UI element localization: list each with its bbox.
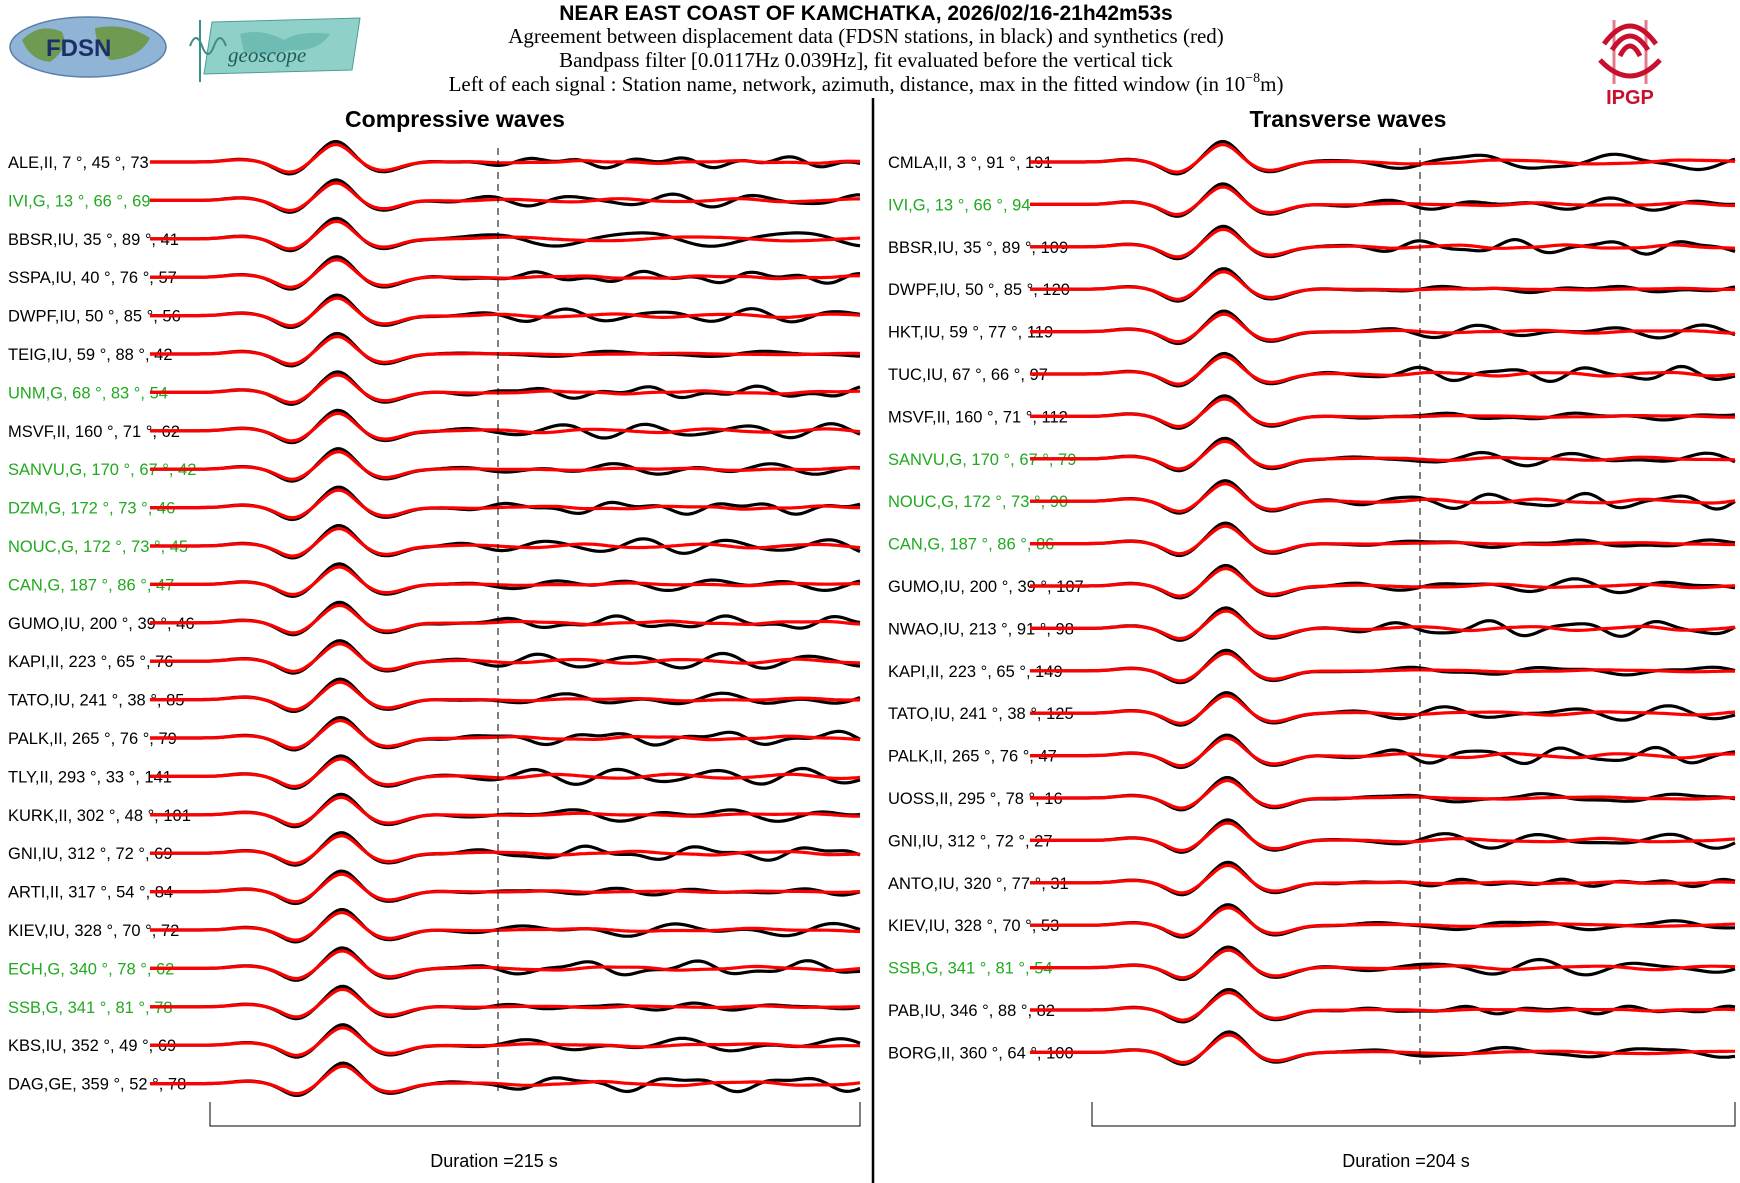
station-label: TEIG,IU, 59 °, 88 °, 42 <box>8 346 173 364</box>
station-label: HKT,IU, 59 °, 77 °, 119 <box>888 323 1054 342</box>
subtitle-line-3-exponent: −8 <box>1245 71 1261 86</box>
trace-palk-ii <box>888 735 1735 767</box>
station-label: DWPF,IU, 50 °, 85 °, 120 <box>888 281 1070 300</box>
station-label: BORG,II, 360 °, 64 °, 100 <box>888 1044 1074 1063</box>
station-label: SANVU,G, 170 °, 67 °, 79 <box>888 450 1077 469</box>
synthetic-waveform <box>150 836 860 864</box>
data-waveform <box>1030 1032 1735 1064</box>
synthetic-waveform <box>150 874 860 902</box>
trace-sanvu-g <box>888 438 1735 470</box>
data-waveform <box>1030 269 1735 301</box>
trace-gni-iu <box>8 833 860 865</box>
subtitle-line-3 <box>449 71 1284 96</box>
trace-can-g <box>8 564 860 596</box>
station-label: ARTI,II, 317 °, 54 °, 84 <box>8 883 174 902</box>
data-waveform <box>1030 396 1735 428</box>
data-waveform <box>1030 523 1735 555</box>
trace-kiev-iu <box>888 905 1735 937</box>
station-label: ALE,II, 7 °, 45 °, 73 <box>8 154 149 172</box>
data-waveform <box>1030 184 1735 216</box>
geoscope-logo <box>190 18 360 82</box>
duration-bracket <box>1092 1102 1735 1126</box>
data-waveform <box>1030 311 1735 343</box>
trace-ivi-g <box>888 184 1735 216</box>
compressive-panel <box>8 106 860 1171</box>
data-waveform <box>1030 862 1735 894</box>
station-label: CAN,G, 187 °, 86 °, 86 <box>888 535 1055 554</box>
trace-tato-iu <box>888 693 1735 725</box>
fdsn-logo <box>10 17 166 77</box>
station-label: GUMO,IU, 200 °, 39 °, 107 <box>888 578 1084 596</box>
trace-dwpf-iu <box>888 269 1735 301</box>
trace-ssb-g <box>8 986 860 1018</box>
synthetic-waveform <box>150 375 860 403</box>
station-label: SSB,G, 341 °, 81 °, 78 <box>8 998 173 1017</box>
station-label: DZM,G, 172 °, 73 °, 46 <box>8 499 176 518</box>
station-label: TUC,IU, 67 °, 66 °, 97 <box>888 366 1048 384</box>
duration-bracket <box>210 1102 860 1126</box>
trace-anto-iu <box>888 862 1735 894</box>
duration-label: Duration =204 s <box>1342 1151 1470 1171</box>
trace-kapi-ii <box>8 641 860 673</box>
synthetic-waveform <box>1030 865 1735 893</box>
trace-msvf-ii <box>888 396 1735 428</box>
trace-ale-ii <box>8 142 860 174</box>
synthetic-waveform <box>1030 653 1735 681</box>
trace-can-g <box>888 523 1735 555</box>
trace-ssb-g <box>888 947 1735 979</box>
station-label: SSB,G, 341 °, 81 °, 54 <box>888 959 1053 978</box>
subtitle-line-3-end: m) <box>1260 72 1284 96</box>
geoscope-logo-text: geoscope <box>228 43 307 67</box>
trace-bbsr-iu <box>888 226 1735 258</box>
subtitle-line-1: Agreement between displacement data (FDSN stations, in black) and synthetics (red) <box>508 24 1224 48</box>
figure-title: NEAR EAST COAST OF KAMCHATKA, 2026/02/16-21h42m53s <box>559 2 1173 25</box>
station-label: SSPA,IU, 40 °, 76 °, 57 <box>8 269 177 288</box>
data-waveform <box>150 180 860 212</box>
station-label: NWAO,IU, 213 °, 91 °, 98 <box>888 620 1074 639</box>
synthetic-waveform <box>150 721 860 749</box>
station-label: TLY,II, 293 °, 33 °, 141 <box>8 768 172 787</box>
trace-tly-ii <box>8 756 860 788</box>
station-label: GNI,IU, 312 °, 72 °, 69 <box>8 845 173 864</box>
station-label: KIEV,IU, 328 °, 70 °, 53 <box>888 917 1060 936</box>
trace-dag-ge <box>8 1063 860 1095</box>
data-waveform <box>150 257 860 289</box>
data-waveform <box>150 833 860 865</box>
station-label: SANVU,G, 170 °, 67 °, 42 <box>8 461 197 480</box>
trace-gni-iu <box>888 820 1735 852</box>
transverse-waves-title: Transverse waves <box>1249 106 1447 132</box>
station-label: ECH,G, 340 °, 78 °, 62 <box>8 960 175 979</box>
trace-bbsr-iu <box>8 218 860 250</box>
data-waveform <box>150 449 860 481</box>
station-label: DAG,GE, 359 °, 52 °, 78 <box>8 1075 187 1094</box>
station-label: PALK,II, 265 °, 76 °, 47 <box>888 747 1057 766</box>
data-waveform <box>1030 142 1735 174</box>
data-waveform <box>1030 905 1735 937</box>
data-waveform <box>150 1063 860 1095</box>
data-waveform <box>150 372 860 404</box>
station-label: UNM,G, 68 °, 83 °, 54 <box>8 384 168 403</box>
station-label: IVI,G, 13 °, 66 °, 69 <box>8 192 151 211</box>
trace-gumo-iu <box>888 566 1735 598</box>
data-waveform <box>1030 947 1735 979</box>
trace-arti-ii <box>8 871 860 903</box>
ipgp-logo-text: IPGP <box>1606 87 1654 109</box>
synthetic-waveform <box>150 951 860 979</box>
data-waveform <box>1030 778 1735 810</box>
station-label: ANTO,IU, 320 °, 77 °, 31 <box>888 874 1069 893</box>
data-waveform <box>1030 566 1735 598</box>
trace-palk-ii <box>8 718 860 750</box>
trace-nouc-g <box>888 481 1735 513</box>
trace-sspa-iu <box>8 257 860 289</box>
synthetic-waveform <box>150 1066 860 1093</box>
data-waveform <box>150 410 860 442</box>
data-waveform <box>150 295 860 327</box>
synthetic-waveform <box>1030 781 1735 809</box>
trace-dwpf-iu <box>8 295 860 327</box>
station-label: DWPF,IU, 50 °, 85 °, 56 <box>8 307 181 326</box>
data-waveform <box>150 526 860 558</box>
synthetic-waveform <box>1030 823 1735 851</box>
data-waveform <box>1030 481 1735 513</box>
data-waveform <box>150 679 860 711</box>
trace-nouc-g <box>8 526 860 558</box>
trace-cmla-ii <box>888 142 1735 174</box>
data-waveform <box>1030 820 1735 852</box>
trace-ech-g <box>8 948 860 980</box>
data-waveform <box>1030 735 1735 767</box>
station-label: BBSR,IU, 35 °, 89 °, 41 <box>8 230 179 249</box>
station-label: TATO,IU, 241 °, 38 °, 125 <box>888 705 1074 724</box>
trace-tato-iu <box>8 679 860 711</box>
trace-borg-ii <box>888 1032 1735 1064</box>
station-label: KAPI,II, 223 °, 65 °, 149 <box>888 662 1063 681</box>
trace-uoss-ii <box>888 778 1735 810</box>
station-label: GNI,IU, 312 °, 72 °, 27 <box>888 832 1053 851</box>
station-label: IVI,G, 13 °, 66 °, 94 <box>888 196 1031 215</box>
data-waveform <box>1030 226 1735 258</box>
trace-nwao-iu <box>888 608 1735 640</box>
compressive-waves-title: Compressive waves <box>345 106 565 132</box>
station-label: NOUC,G, 172 °, 73 °, 90 <box>888 493 1069 512</box>
data-waveform <box>1030 693 1735 725</box>
trace-kbs-iu <box>8 1025 860 1057</box>
trace-kurk-ii <box>8 794 860 826</box>
synthetic-waveform <box>150 797 860 825</box>
synthetic-waveform <box>150 298 860 326</box>
data-waveform <box>150 487 860 519</box>
station-label: PAB,IU, 346 °, 88 °, 82 <box>888 1002 1055 1020</box>
duration-label: Duration =215 s <box>430 1151 558 1171</box>
subtitle-line-2: Bandpass filter [0.0117Hz 0.039Hz], fit evaluated before the vertical tick <box>559 48 1173 72</box>
trace-tuc-iu <box>888 354 1735 386</box>
station-label: KIEV,IU, 328 °, 70 °, 72 <box>8 922 180 940</box>
station-label: CAN,G, 187 °, 86 °, 47 <box>8 576 175 595</box>
station-label: PALK,II, 265 °, 76 °, 79 <box>8 730 177 748</box>
transverse-panel <box>888 106 1735 1171</box>
data-waveform <box>150 948 860 980</box>
trace-kapi-ii <box>888 650 1735 682</box>
data-waveform <box>1030 650 1735 682</box>
data-waveform <box>1030 438 1735 470</box>
data-waveform <box>150 218 860 250</box>
fdsn-logo-text: FDSN <box>46 35 112 62</box>
trace-kiev-iu <box>8 910 860 942</box>
trace-sanvu-g <box>8 449 860 481</box>
station-label: KBS,IU, 352 °, 49 °, 69 <box>8 1037 177 1056</box>
synthetic-waveform <box>150 145 860 173</box>
ipgp-logo <box>1600 20 1660 109</box>
synthetic-waveform <box>150 567 860 595</box>
data-waveform <box>1030 990 1735 1022</box>
trace-pab-iu <box>888 990 1735 1022</box>
trace-hkt-iu <box>888 311 1735 343</box>
data-waveform <box>150 756 860 788</box>
trace-dzm-g <box>8 487 860 519</box>
station-label: UOSS,II, 295 °, 78 °, 16 <box>888 790 1063 808</box>
station-label: TATO,IU, 241 °, 38 °, 85 <box>8 691 185 710</box>
subtitle-line-3-main: Left of each signal : Station name, network, azimuth, distance, max in the fitted window (in 10 <box>448 72 1246 96</box>
data-waveform <box>150 564 860 596</box>
data-waveform <box>150 794 860 826</box>
station-label: MSVF,II, 160 °, 71 °, 62 <box>8 422 180 441</box>
data-waveform <box>150 910 860 942</box>
trace-gumo-iu <box>8 602 860 634</box>
trace-ivi-g <box>8 180 860 212</box>
station-label: KAPI,II, 223 °, 65 °, 76 <box>8 653 174 672</box>
data-waveform <box>150 334 860 366</box>
synthetic-waveform <box>150 682 860 710</box>
data-waveform <box>150 1025 860 1057</box>
data-waveform <box>150 641 860 673</box>
station-label: GUMO,IU, 200 °, 39 °, 46 <box>8 614 195 633</box>
station-label: BBSR,IU, 35 °, 89 °, 109 <box>888 238 1069 257</box>
station-label: KURK,II, 302 °, 48 °, 101 <box>8 806 191 825</box>
data-waveform <box>150 718 860 750</box>
trace-msvf-ii <box>8 410 860 442</box>
station-label: CMLA,II, 3 °, 91 °, 191 <box>888 154 1053 172</box>
station-label: NOUC,G, 172 °, 73 °, 45 <box>8 538 189 556</box>
data-waveform <box>1030 608 1735 640</box>
data-waveform <box>150 602 860 634</box>
data-waveform <box>1030 354 1735 386</box>
trace-teig-iu <box>8 334 860 366</box>
data-waveform <box>150 871 860 903</box>
station-label: MSVF,II, 160 °, 71 °, 112 <box>888 408 1068 427</box>
data-waveform <box>150 986 860 1018</box>
trace-unm-g <box>8 372 860 404</box>
data-waveform <box>150 142 860 174</box>
